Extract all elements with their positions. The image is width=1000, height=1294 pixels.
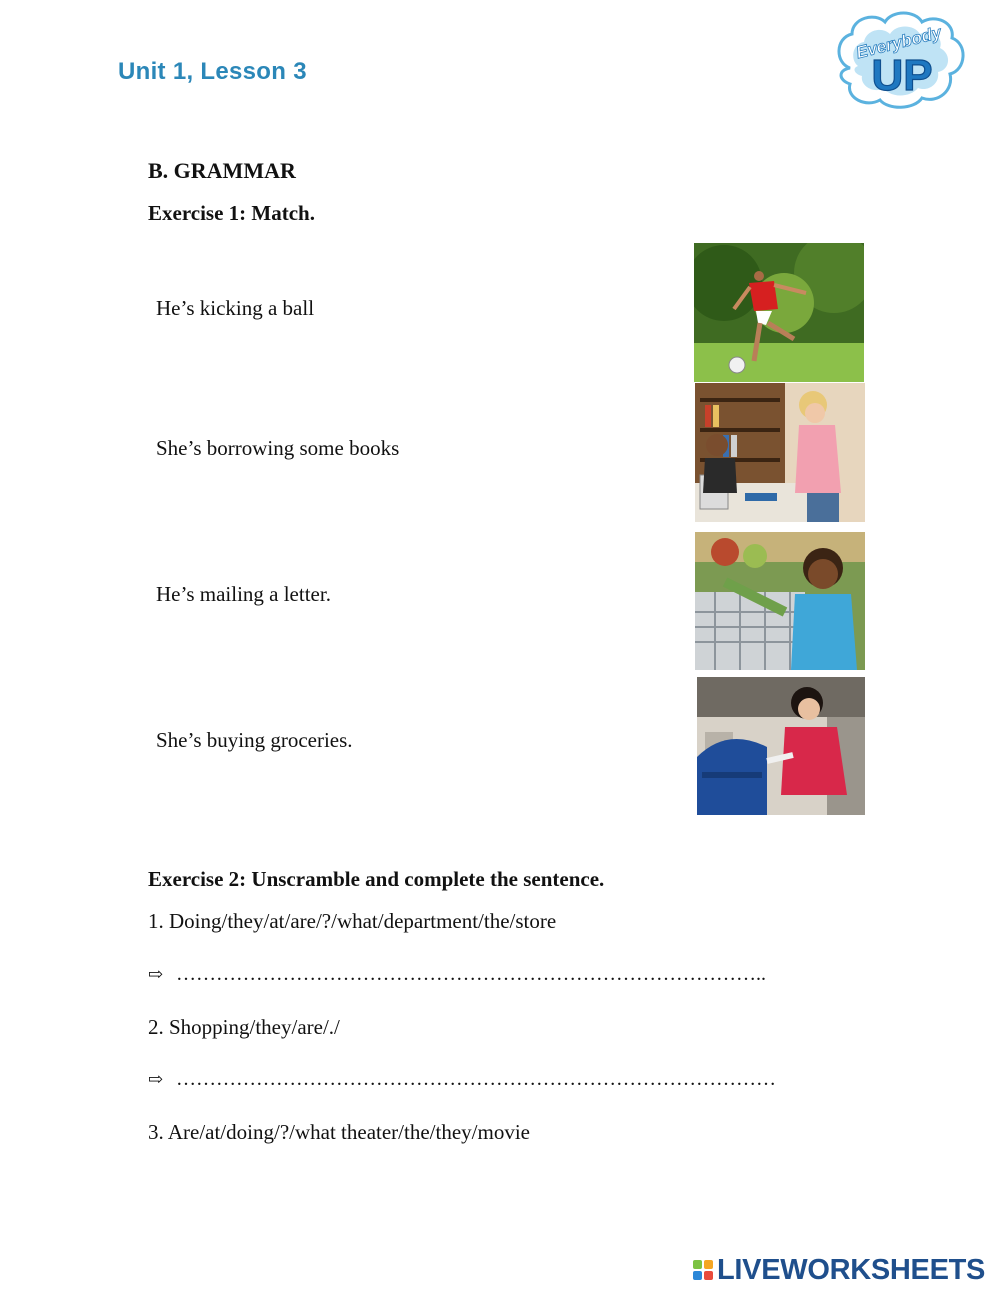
exercise2-heading: Exercise 2: Unscramble and complete the sentence. bbox=[148, 867, 605, 891]
match-sentence-2[interactable]: She’s borrowing some books bbox=[156, 436, 400, 460]
exercise1-heading: Exercise 1: Match. bbox=[148, 201, 315, 225]
logo-up-text: UP bbox=[871, 51, 933, 100]
answer-dots: …………………………………………………………………………….. bbox=[176, 963, 766, 985]
liveworksheets-icon bbox=[693, 1260, 713, 1280]
answer-line-2[interactable] bbox=[148, 1068, 776, 1091]
boy-kicking-ball-photo[interactable] bbox=[694, 243, 864, 382]
arrow-icon: ⇨ bbox=[148, 1069, 164, 1089]
unit-title: Unit 1, Lesson 3 bbox=[118, 58, 307, 85]
liveworksheets-brand: LIVEWORKSHEETS bbox=[717, 1253, 986, 1286]
library-desk-photo[interactable] bbox=[695, 383, 865, 522]
girl-grocery-cart-photo[interactable] bbox=[695, 532, 865, 670]
logo-everybody-text: Everybody bbox=[854, 22, 944, 63]
match-sentence-1[interactable]: He’s kicking a ball bbox=[156, 296, 315, 320]
answer-line-1[interactable] bbox=[148, 963, 766, 986]
unscramble-item-2: 2. Shopping/they/are/./ bbox=[148, 1015, 340, 1039]
match-sentence-3[interactable]: He’s mailing a letter. bbox=[156, 582, 331, 606]
unscramble-item-3: 3. Are/at/doing/?/what theater/the/they/movie bbox=[148, 1120, 530, 1144]
section-heading: B. GRAMMAR bbox=[148, 158, 296, 183]
liveworksheets-logo bbox=[693, 1253, 985, 1287]
unscramble-item-1: 1. Doing/they/at/are/?/what/department/the/store bbox=[148, 909, 557, 933]
woman-mailbox-photo[interactable] bbox=[697, 677, 865, 815]
arrow-icon: ⇨ bbox=[148, 964, 164, 984]
answer-dots: ……………………………………………………………………………… bbox=[176, 1068, 776, 1090]
match-sentence-4[interactable]: She’s buying groceries. bbox=[156, 728, 353, 752]
everybody-up-logo bbox=[830, 8, 970, 113]
